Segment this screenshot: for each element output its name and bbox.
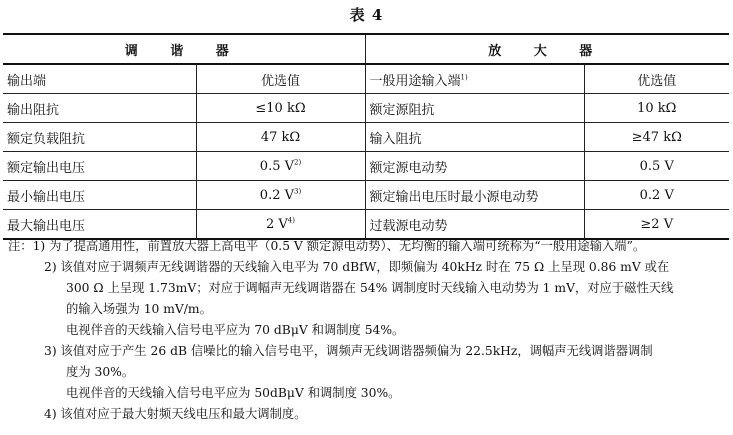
amplifier-value bbox=[584, 210, 729, 240]
tuner-param bbox=[3, 64, 196, 94]
table-row bbox=[3, 64, 729, 94]
amplifier-param-text: 过载源电动势 bbox=[369, 218, 448, 234]
table-row bbox=[3, 123, 729, 152]
tuner-value-text: 47 kΩ bbox=[260, 129, 301, 145]
footnote-line: 4) 该值对应于最大射频天线电压和最大调制度。 bbox=[44, 407, 307, 421]
amplifier-param-text: 额定源电动势 bbox=[369, 160, 448, 176]
group-header-amplifier: 放 大 器 bbox=[365, 34, 729, 64]
tuner-value bbox=[196, 210, 365, 240]
tuner-param bbox=[3, 210, 196, 240]
footnote-line: 电视伴音的天线输入信号电平应为 50dBμV 和调制度 30%。 bbox=[66, 386, 401, 400]
tuner-param-text: 最大输出电压 bbox=[7, 218, 86, 234]
amplifier-param bbox=[365, 152, 584, 181]
amplifier-value-text: 优选值 bbox=[637, 73, 677, 89]
footnote-line: 注：1) 为了提高通用性，前置放大器上高电平（0.5 V 额定源电动势）、无均衡的输入端可统称为“一般用途输入端”。 bbox=[8, 239, 646, 253]
amplifier-value bbox=[584, 181, 729, 210]
amplifier-value-text: 10 kΩ bbox=[637, 100, 677, 116]
amplifier-param bbox=[365, 210, 584, 240]
tuner-value-text: 0.5 V bbox=[259, 158, 294, 174]
amplifier-value-text: ≥2 V bbox=[640, 216, 674, 232]
tuner-value bbox=[196, 123, 365, 152]
amplifier-value-text: 0.5 V bbox=[639, 158, 674, 174]
amplifier-param-text: 额定源阻抗 bbox=[369, 102, 435, 118]
tuner-value bbox=[196, 152, 365, 181]
footnote-line: 2) 该值对应于调频声无线调谐器的天线输入电平为 70 dBfW，即频偏为 40kHz 时在 75 Ω 上呈现 0.86 mV 或在 bbox=[44, 260, 670, 274]
tuner-param-text: 额定输出电压 bbox=[7, 160, 86, 176]
amplifier-value bbox=[584, 123, 729, 152]
footnote-line: 的输入场强为 10 mV/m。 bbox=[66, 302, 212, 316]
table-title: 表 4 bbox=[349, 6, 384, 24]
group-header-row bbox=[3, 34, 729, 64]
group-header-tuner: 调 谐 器 bbox=[3, 34, 365, 64]
tuner-param bbox=[3, 123, 196, 152]
table-row bbox=[3, 152, 729, 181]
tuner-param bbox=[3, 152, 196, 181]
tuner-value bbox=[196, 181, 365, 210]
spec-table bbox=[3, 33, 729, 240]
footnote-line: 300 Ω 上呈现 1.73mV；对应于调幅声无线调谐器在 54% 调制度时天线输入电动势为 1 mV，对应于磁性天线 bbox=[66, 281, 674, 295]
footnotes bbox=[8, 236, 728, 425]
amplifier-param bbox=[365, 94, 584, 123]
amplifier-param-text: 输入阻抗 bbox=[369, 131, 422, 147]
amplifier-value bbox=[584, 152, 729, 181]
amplifier-param-text: 一般用途输入端 bbox=[369, 73, 461, 89]
table-row bbox=[3, 210, 729, 240]
amplifier-value bbox=[584, 94, 729, 123]
amplifier-param bbox=[365, 181, 584, 210]
tuner-param bbox=[3, 181, 196, 210]
amplifier-value bbox=[584, 64, 729, 94]
amplifier-value-text: 0.2 V bbox=[639, 187, 674, 203]
amplifier-param-text: 额定输出电压时最小源电动势 bbox=[369, 189, 539, 205]
tuner-param-text: 额定负载阻抗 bbox=[7, 131, 86, 147]
tuner-param-text: 输出阻抗 bbox=[7, 102, 60, 118]
tuner-value bbox=[196, 64, 365, 94]
table-row bbox=[3, 181, 729, 210]
footnote-line: 度为 30%。 bbox=[66, 365, 135, 379]
footnote-ref: 2) bbox=[294, 158, 302, 167]
tuner-value-text: ≤10 kΩ bbox=[255, 100, 306, 116]
tuner-value bbox=[196, 94, 365, 123]
footnote-line: 电视伴音的天线输入信号电平应为 70 dBμV 和调制度 54%。 bbox=[66, 323, 405, 337]
tuner-param bbox=[3, 94, 196, 123]
tuner-value-text: 优选值 bbox=[260, 73, 300, 89]
footnote-ref: 4) bbox=[287, 216, 295, 225]
table-row bbox=[3, 94, 729, 123]
amplifier-value-text: ≥47 kΩ bbox=[631, 129, 682, 145]
tuner-param-text: 输出端 bbox=[7, 73, 47, 89]
footnote-ref: 1) bbox=[460, 73, 468, 82]
amplifier-param bbox=[365, 123, 584, 152]
tuner-value-text: 2 V bbox=[266, 216, 288, 232]
tuner-param-text: 最小输出电压 bbox=[7, 189, 86, 205]
amplifier-param bbox=[365, 64, 584, 94]
footnote-ref: 3) bbox=[294, 187, 302, 196]
tuner-value-text: 0.2 V bbox=[259, 187, 294, 203]
footnote-line: 3) 该值对应于产生 26 dB 信噪比的输入信号电平，调频声无线调谐器频偏为 22.5kHz，调幅声无线调谐器调制 bbox=[44, 344, 653, 358]
